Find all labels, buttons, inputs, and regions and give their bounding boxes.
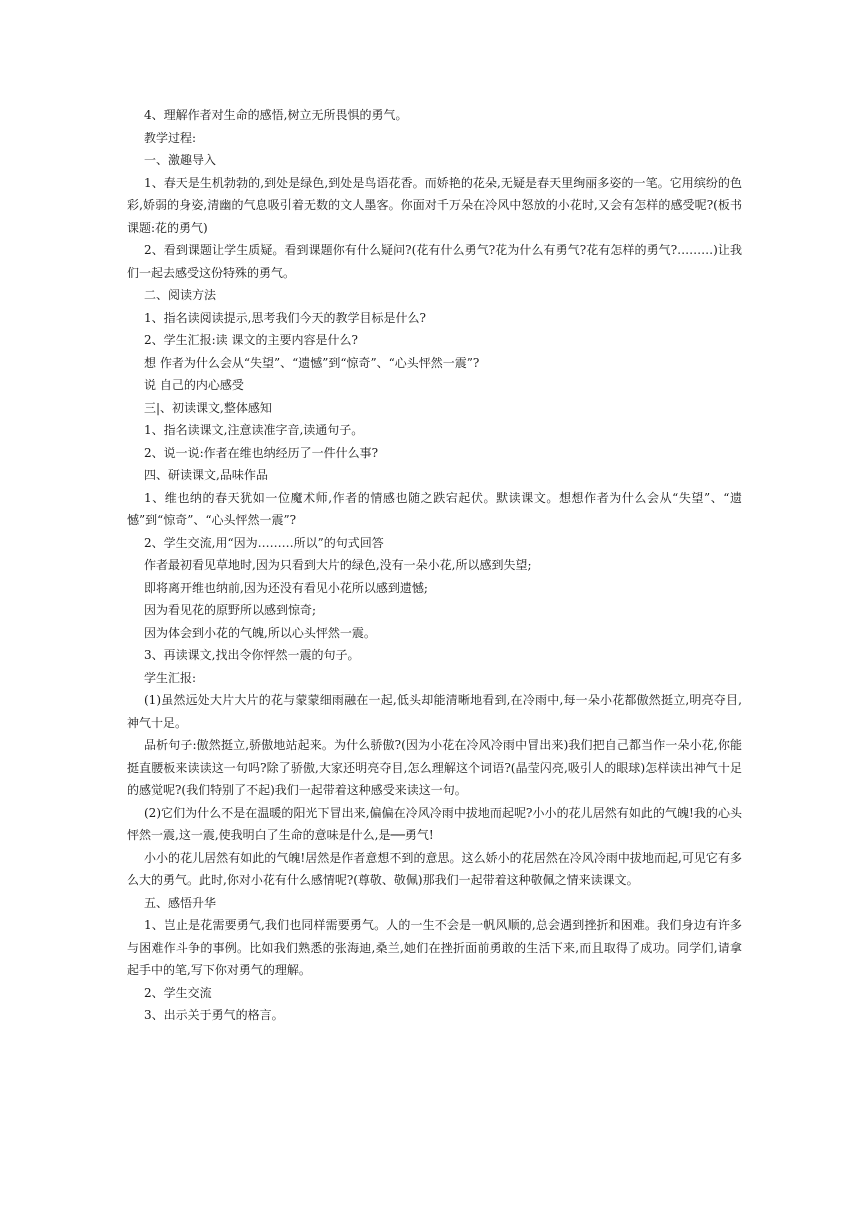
elevation-step-3: 3、出示关于勇气的格言。 bbox=[144, 1008, 284, 1022]
report-sentence-1: (1)虽然远处大片大片的花与蒙蒙细雨融在一起,低头却能清晰地看到,在冷雨中,每一朵小花都傲然挺立,明亮夺目,神气十足。 bbox=[127, 693, 742, 730]
report-sentence-2: (2)它们为什么不是在温暖的阳光下冒出来,偏偏在冷风冷雨中拔地而起呢?小小的花儿居然有如此的气魄!我的心头怦然一震,这一震,使我明白了生命的意味是什么,是──勇气! bbox=[127, 805, 742, 842]
section-heading-3: 三|、初读课文,整体感知 bbox=[144, 400, 272, 415]
elevation-step-1: 1、岂止是花需要勇气,我们也同样需要勇气。人的一生不会是一帆风顺的,总会遇到挫折和困难。我们身边有许多与困难作斗争的事例。比如我们熟悉的张海迪,桑兰,她们在挫折面前勇敢的生活下来,而且取得了成功。同学们,请拿起手中的笔,写下你对勇气的理解。 bbox=[127, 918, 742, 977]
sentence-analysis: 品析句子:傲然挺立,骄傲地站起来。为什么骄傲?(因为小花在冷风冷雨中冒出来)我们把自己都当作一朵小花,你能挺直腰板来读读这一句吗?除了骄傲,大家还明亮夺目,怎么理解这个词语?(晶莹闪亮,吸引人的眼球)怎样读出神气十足的感觉呢?(我们特别了不起)我们一起带着这种感受来读这一句。 bbox=[127, 738, 742, 797]
reading-step-1: 1、指名读阅读提示,思考我们今天的教学目标是什么? bbox=[144, 310, 426, 325]
sentence-analysis-2: 小小的花儿居然有如此的气魄!居然是作者意想不到的意思。这么娇小的花居然在冷风冷雨中拔地而起,可见它有多么大的勇气。此时,你对小花有什么感情呢?(尊敬、敬佩)那我们一起带着这种敬佩之情来读课文。 bbox=[127, 850, 742, 887]
answer-shocked: 因为体会到小花的气魄,所以心头怦然一震。 bbox=[144, 625, 376, 640]
study-step-1: 1、维也纳的春天犹如一位魔术师,作者的情感也随之跌宕起伏。默读课文。想想作者为什么会从“失望”、“遗憾”到“惊奇”、“心头怦然一震”? bbox=[127, 490, 742, 527]
student-report-label: 学生汇报: bbox=[144, 670, 197, 685]
paragraph-intro-1: 1、春天是生机勃勃的,到处是绿色,到处是鸟语花香。而娇艳的花朵,无疑是春天里绚丽多姿的一笔。它用缤纷的色彩,娇弱的身姿,清幽的气息吸引着无数的文人墨客。你面对千万朵在冷风中怒放的小花时,又会有怎样的感受呢?(板书课题:花的勇气) bbox=[127, 175, 742, 235]
reading-step-2: 2、学生汇报:读 课文的主要内容是什么? bbox=[144, 333, 358, 347]
section-heading-5: 五、感悟升华 bbox=[144, 895, 217, 910]
document-body bbox=[127, 104, 742, 1027]
study-step-2: 2、学生交流,用“因为………所以”的句式回答 bbox=[144, 535, 384, 550]
first-read-step-2: 2、说一说:作者在维也纳经历了一件什么事? bbox=[144, 445, 379, 460]
study-step-3: 3、再读课文,找出令你怦然一震的句子。 bbox=[144, 648, 360, 662]
answer-regret: 即将离开维也纳前,因为还没有看见小花所以感到遗憾; bbox=[144, 580, 428, 595]
elevation-step-2: 2、学生交流 bbox=[144, 985, 212, 1000]
first-read-step-1: 1、指名读课文,注意读准字音,读通句子。 bbox=[144, 423, 364, 437]
section-heading-1: 一、激趣导入 bbox=[144, 153, 217, 167]
reading-think: 想 作者为什么会从“失望”、“遗憾”到“惊奇”、“心头怦然一震”? bbox=[144, 355, 480, 370]
objective-4: 4、理解作者对生命的感悟,树立无所畏惧的勇气。 bbox=[144, 108, 408, 122]
section-heading-2: 二、阅读方法 bbox=[144, 288, 217, 302]
answer-disappointed: 作者最初看见草地时,因为只看到大片的绿色,没有一朵小花,所以感到失望; bbox=[144, 558, 532, 572]
section-heading-process: 教学过程: bbox=[144, 130, 197, 145]
paragraph-intro-2: 2、看到课题让学生质疑。看到课题你有什么疑问?(花有什么勇气?花为什么有勇气?花有怎样的勇气?………)让我们一起去感受这份特殊的勇气。 bbox=[127, 243, 742, 280]
section-heading-4: 四、研读课文,品味作品 bbox=[144, 468, 268, 482]
answer-surprised: 因为看见花的原野所以感到惊奇; bbox=[144, 603, 317, 617]
reading-say: 说 自己的内心感受 bbox=[144, 378, 244, 392]
